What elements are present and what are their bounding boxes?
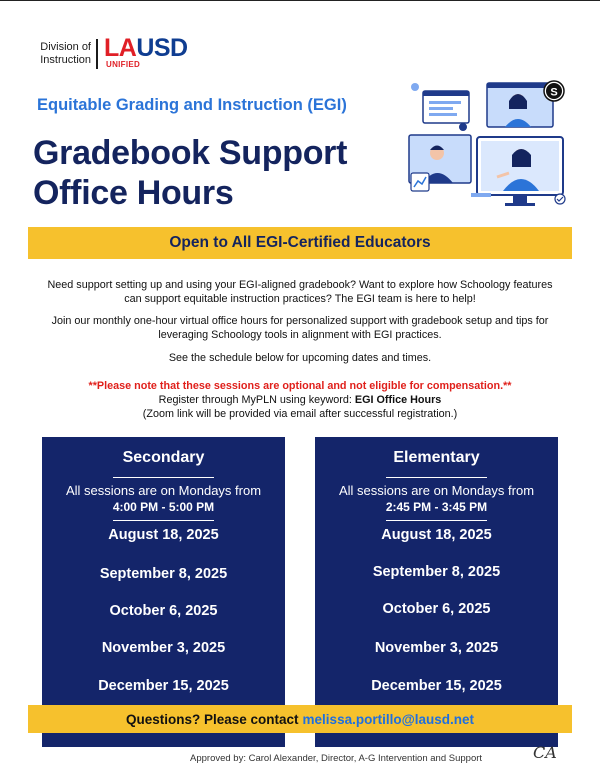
questions-banner	[28, 705, 572, 733]
registration-prefix: Register through MyPLN using keyword:	[158, 394, 355, 406]
zoom-note: (Zoom link will be provided via email after successful registration.)	[142, 408, 458, 420]
svg-text:S: S	[550, 86, 558, 99]
secondary-date: September 8, 2025	[99, 566, 228, 582]
registration-keyword: EGI Office Hours	[354, 394, 442, 406]
elementary-title: Elementary	[393, 449, 480, 466]
secondary-date: November 3, 2025	[101, 640, 226, 656]
secondary-date: August 18, 2025	[108, 527, 219, 543]
secondary-date: October 6, 2025	[109, 603, 218, 619]
signature: CA	[533, 743, 557, 762]
video-call-illustration-icon	[405, 77, 575, 217]
secondary-schedule-panel	[42, 437, 285, 747]
divider	[386, 520, 487, 521]
elementary-subtitle: All sessions are on Mondays from	[338, 483, 535, 498]
elementary-date: September 8, 2025	[372, 564, 501, 580]
page-title-line-2: Office Hours	[33, 174, 234, 212]
registration-line	[40, 393, 560, 407]
elementary-schedule-panel	[315, 437, 558, 747]
intro-paragraph-2: Join our monthly one-hour virtual office hours for personalized support with gradebook setup and tips for leveraging Schoology tools in alignment with EGI practices.	[51, 315, 549, 341]
lausd-logo	[104, 34, 188, 62]
secondary-time: 4:00 PM - 5:00 PM	[112, 500, 215, 514]
logo-unified: UNIFIED	[106, 60, 141, 69]
secondary-subtitle: All sessions are on Mondays from	[65, 483, 262, 498]
elementary-time: 2:45 PM - 3:45 PM	[385, 500, 488, 514]
compensation-note: **Please note that these sessions are optional and not eligible for compensation.**	[88, 380, 512, 392]
elementary-date: October 6, 2025	[382, 601, 491, 617]
schedule-note: See the schedule below for upcoming dates and times.	[168, 352, 432, 364]
approved-by-line: Approved by: Carol Alexander, Director, A-G Intervention and Support	[190, 753, 483, 764]
divider	[113, 520, 214, 521]
elementary-date: December 15, 2025	[371, 678, 502, 694]
secondary-title: Secondary	[122, 449, 205, 466]
division-line-2: Instruction	[40, 54, 91, 66]
divider	[113, 477, 214, 478]
contact-email-link[interactable]: melissa.portillo@lausd.net	[302, 711, 474, 727]
divider	[386, 477, 487, 478]
page-title	[33, 133, 413, 213]
audience-banner: Open to All EGI-Certified Educators	[28, 227, 572, 259]
elementary-date: August 18, 2025	[381, 527, 492, 543]
intro-paragraph-1: Need support setting up and using your EGI-aligned gradebook? Want to explore how Schoology features can support equitable instruction practices? The EGI team is here to help!	[47, 279, 553, 305]
page-title-line-1: Gradebook Support	[33, 134, 348, 172]
secondary-date: December 15, 2025	[98, 678, 229, 694]
division-of-instruction-label	[33, 41, 91, 67]
program-title: Equitable Grading and Instruction (EGI)	[37, 96, 347, 114]
elementary-date: November 3, 2025	[374, 640, 499, 656]
division-line-1: Division of	[40, 41, 91, 53]
logo-divider	[96, 39, 98, 69]
logo-la: LA	[104, 34, 137, 62]
questions-text: Questions? Please contact	[125, 711, 299, 727]
logo-usd: USD	[136, 34, 188, 62]
